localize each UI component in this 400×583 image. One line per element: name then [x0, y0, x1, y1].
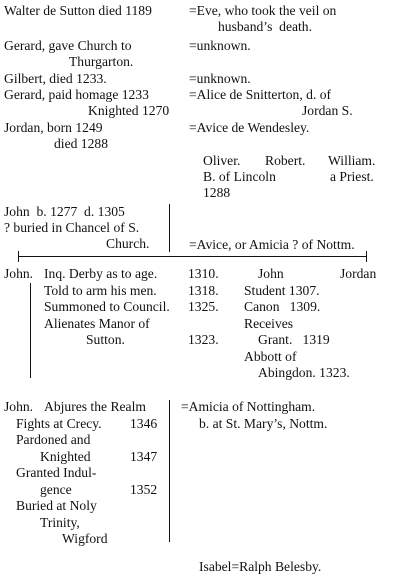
john3-name: John. — [4, 399, 34, 414]
john1-entry-cont2: Church. — [106, 236, 150, 251]
brother-line2: Canon 1309. — [244, 299, 321, 314]
john2-line5: Sutton. — [86, 332, 125, 347]
john3-line5: Granted Indul- — [16, 465, 97, 480]
jordan-wife: =Avice de Wendesley. — [189, 120, 310, 135]
sibling-william-title: a Priest. — [330, 169, 374, 184]
brother-jordan: Jordan — [340, 266, 377, 281]
john3-wife: =Amicia of Nottingham. — [181, 399, 316, 414]
walter-wife: =Eve, who took the veil on — [189, 3, 337, 18]
john3-line9: Wigford — [62, 531, 108, 546]
john1-entry-cont: ? buried in Chancel of S. — [4, 220, 140, 235]
john2-year1: 1310. — [188, 266, 219, 281]
sibling-robert-title: B. of Lincoln — [203, 169, 276, 184]
gerard2-entry: Gerard, paid homage 1233 — [4, 87, 149, 102]
gerard2-wife: =Alice de Snitterton, d. of — [189, 87, 332, 102]
john3-year3: 1352 — [130, 482, 158, 497]
walter-entry: Walter de Sutton died 1189 — [4, 3, 152, 18]
john2-line3: Summoned to Council. — [44, 299, 170, 314]
jordan-entry-cont: died 1288 — [54, 136, 108, 151]
sibling-oliver: Oliver. — [203, 153, 241, 168]
gerard2-entry-cont: Knighted 1270 — [88, 103, 170, 118]
john2-name: John. — [4, 266, 34, 281]
gerard1-entry: Gerard, gave Church to — [4, 38, 132, 53]
john3-line4: Knighted — [40, 449, 91, 464]
sibling-william: William. — [328, 153, 376, 168]
marriage-bracket-john3 — [169, 400, 170, 542]
brother-line4: Grant. 1319 — [258, 332, 330, 347]
john3-line1: Abjures the Realm — [44, 399, 146, 414]
brother-john: John — [258, 266, 284, 281]
john2-year2: 1318. — [188, 283, 219, 298]
john2-line1: Inq. Derby as to age. — [44, 266, 158, 281]
john3-year2: 1347 — [130, 449, 158, 464]
gerard2-wife-cont: Jordan S. — [302, 103, 353, 118]
john2-line2: Told to arm his men. — [44, 283, 157, 298]
john1-wife: =Avice, or Amicia ? of Nottm. — [189, 237, 355, 252]
john1-entry: John b. 1277 d. 1305 — [4, 204, 125, 219]
gilbert-wife: =unknown. — [189, 71, 251, 86]
gerard1-entry-cont: Thurgarton. — [69, 54, 134, 69]
sibling-robert: Robert. — [265, 153, 306, 168]
connector-tick-right — [366, 251, 367, 262]
descent-line-john2 — [30, 283, 31, 378]
john3-wife-cont: b. at St. Mary’s, Nottm. — [199, 416, 328, 431]
isabel-entry: Isabel=Ralph Belesby. — [199, 559, 322, 574]
john2-year3: 1325. — [188, 299, 219, 314]
marriage-bracket — [169, 204, 170, 252]
john3-line8: Trinity, — [40, 515, 80, 530]
john3-year1: 1346 — [130, 416, 158, 431]
john3-line7: Buried at Noly — [16, 498, 97, 513]
gilbert-entry: Gilbert, died 1233. — [4, 71, 107, 86]
gerard1-wife: =unknown. — [189, 38, 251, 53]
walter-wife-cont: husband’s death. — [218, 19, 313, 34]
john3-line3: Pardoned and — [16, 432, 91, 447]
brother-line3: Receives — [244, 316, 294, 331]
jordan-entry: Jordan, born 1249 — [4, 120, 103, 135]
brother-line1: Student 1307. — [244, 283, 320, 298]
john2-line4: Alienates Manor of — [44, 316, 150, 331]
connector-tick-left — [18, 251, 19, 262]
john3-line6: gence — [40, 482, 72, 497]
john2-year4: 1323. — [188, 332, 219, 347]
john3-line2: Fights at Crecy. — [16, 416, 102, 431]
brother-line6: Abingdon. 1323. — [258, 365, 350, 380]
sibling-robert-year: 1288 — [203, 185, 231, 200]
family-connector — [18, 256, 367, 257]
brother-line5: Abbott of — [244, 349, 297, 364]
